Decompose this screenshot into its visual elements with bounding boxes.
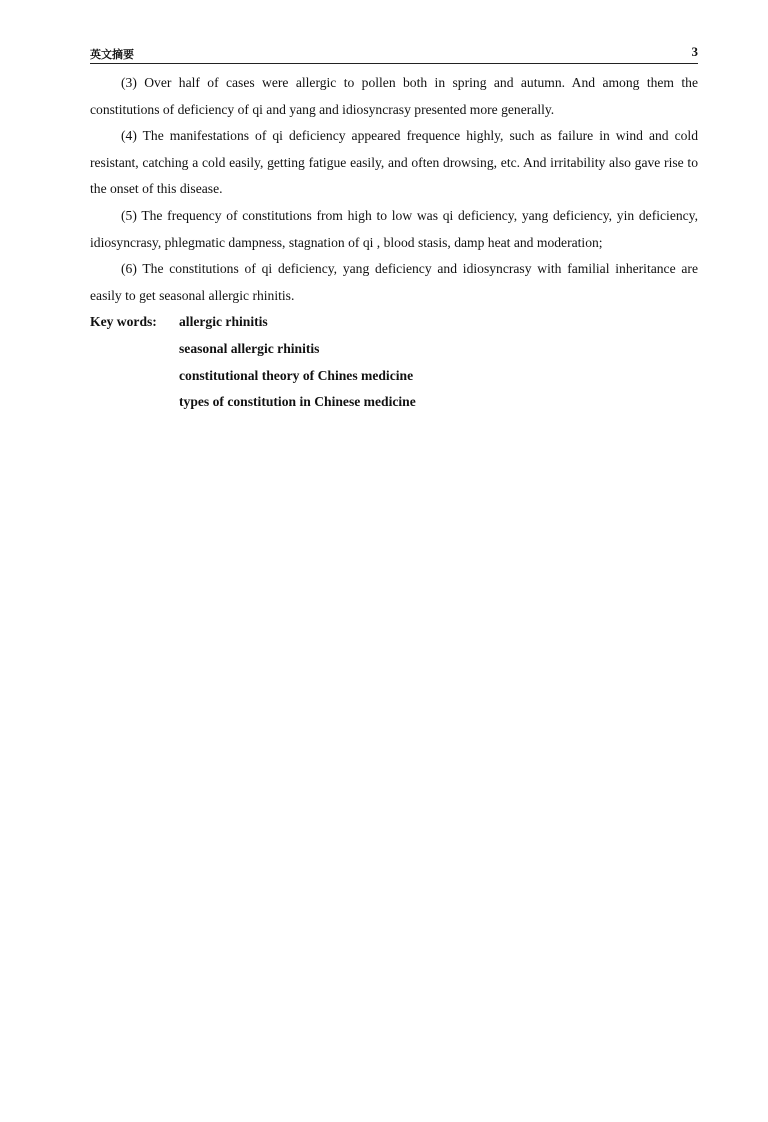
header-rule	[90, 63, 698, 64]
keyword-item: allergic rhinitis	[179, 314, 268, 330]
paragraph-3: (3) Over half of cases were allergic to pollen both in spring and autumn. And among them the constitutions of deficiency of qi and yang and idiosyncrasy presented more generally.	[90, 75, 698, 117]
paragraph-6: (6) The constitutions of qi deficiency, yang deficiency and idiosyncrasy with familial inheritance are easily to get seasonal allergic rhinitis.	[90, 261, 698, 303]
running-header	[90, 46, 698, 64]
keyword-item: seasonal allergic rhinitis	[179, 340, 320, 356]
keywords-label: Key words:	[90, 314, 157, 330]
paragraph-5: (5) The frequency of constitutions from high to low was qi deficiency, yang deficiency, yin deficiency, idiosyncrasy, phlegmatic dampness, stagnation of qi , blood stasis, damp heat and moderation;	[90, 207, 698, 250]
keyword-item: types of constitution in Chinese medicine	[179, 394, 416, 410]
abstract-body	[90, 70, 698, 416]
keyword-item: constitutional theory of Chines medicine	[179, 367, 414, 383]
page-number: 3	[691, 44, 698, 59]
keywords-block	[90, 309, 698, 415]
section-title: 英文摘要	[90, 49, 134, 61]
paragraph-4: (4) The manifestations of qi deficiency appeared frequence highly, such as failure in wind and cold resistant, catching a cold easily, getting fatigue easily, and often drowsing, etc. And irritability also gave rise to the onset of this disease.	[90, 128, 698, 197]
keywords-list	[179, 309, 416, 415]
